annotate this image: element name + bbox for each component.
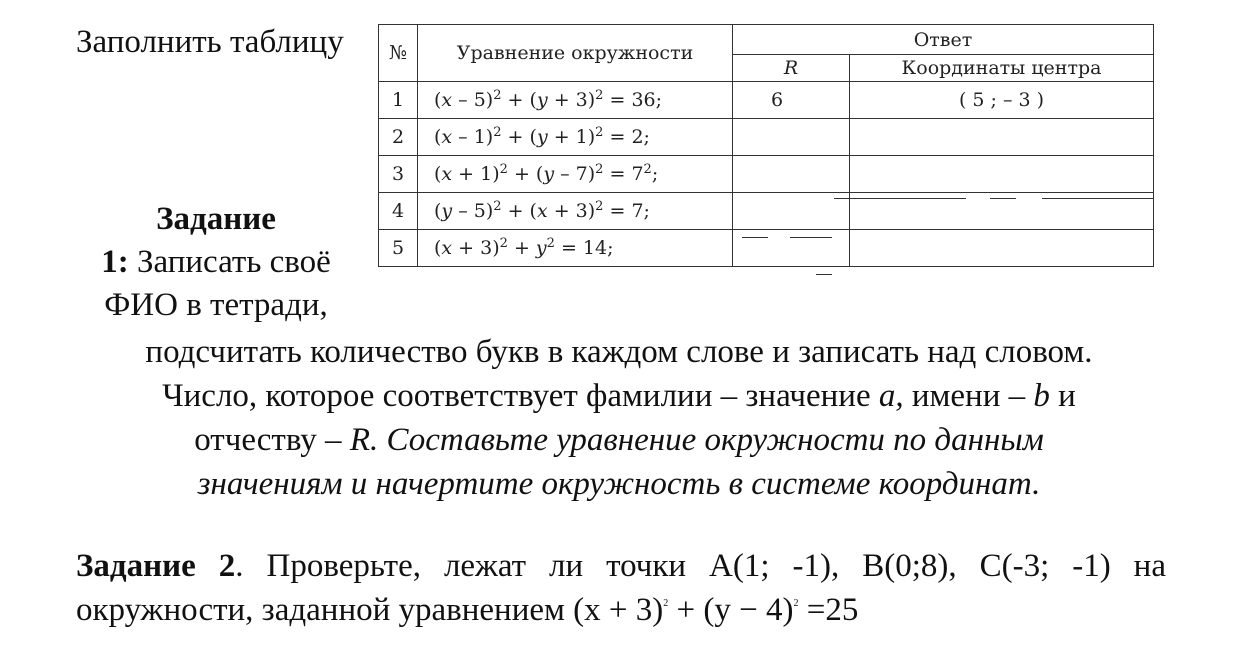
row-num: 5 <box>379 230 418 267</box>
task2-text: =25 <box>798 592 859 628</box>
row-equation: $(y - 5)^2 + (x + 3)^2 = 7$; <box>418 193 733 230</box>
answer-line <box>1042 198 1154 199</box>
row-num: 2 <box>379 119 418 156</box>
row-equation: $(x - 1)^2 + (y + 1)^2 = 2$; <box>418 119 733 156</box>
task2-text: + (у − 4) <box>668 592 794 628</box>
table-row <box>379 82 1154 119</box>
table-row <box>379 230 1154 267</box>
task2-heading: Задание 2 <box>76 548 236 584</box>
row-equation: $(x + 1)^2 + (y - 7)^2 = 7^2$; <box>418 156 733 193</box>
answer-line <box>742 237 768 238</box>
row-equation: $(x - 5)^2 + (y + 3)^2 = 36$; <box>418 82 733 119</box>
task1-continuation <box>40 330 1198 506</box>
row-radius[interactable] <box>733 156 850 193</box>
table-row <box>379 193 1154 230</box>
row-center[interactable] <box>850 156 1154 193</box>
answer-line <box>834 198 966 199</box>
task2-exponent: 2 <box>663 598 669 609</box>
header-r-text: R <box>783 57 799 79</box>
table-row <box>379 156 1154 193</box>
header-center: Координаты центра <box>850 55 1154 82</box>
header-r <box>733 55 850 82</box>
task1-block <box>60 198 372 327</box>
task1-line: подсчитать количество букв в каждом слове и записать над словом. <box>145 334 1093 370</box>
table-row <box>379 119 1154 156</box>
task1-heading: Задание <box>156 201 276 237</box>
task2-block <box>76 544 1166 632</box>
header-num: № <box>379 25 418 82</box>
circle-equations-table <box>378 24 1154 267</box>
answer-line <box>990 198 1016 199</box>
row-center[interactable] <box>850 230 1154 267</box>
task1-line: 1: Записать своё <box>101 244 331 280</box>
answer-line <box>816 274 832 275</box>
row-center[interactable] <box>850 119 1154 156</box>
task1-line: отчеству – R. Составьте уравнение окружности по данным <box>194 422 1044 458</box>
row-num: 3 <box>379 156 418 193</box>
row-radius[interactable] <box>733 119 850 156</box>
answer-line <box>790 237 832 238</box>
header-equation: Уравнение окружности <box>418 25 733 82</box>
row-num: 4 <box>379 193 418 230</box>
row-radius[interactable] <box>733 193 850 230</box>
task2-exponent: 2 <box>793 598 799 609</box>
fill-table-title-text: Заполнить таблицу <box>76 24 344 60</box>
row-radius: 6 <box>733 82 850 119</box>
fill-table-title <box>76 22 344 62</box>
row-center: ( 5 ; – 3 ) <box>850 82 1154 119</box>
task1-line: ФИО в тетради, <box>104 287 328 323</box>
row-num: 1 <box>379 82 418 119</box>
row-radius[interactable] <box>733 230 850 267</box>
task1-line: значениям и начертите окружность в системе координат. <box>197 466 1041 502</box>
header-answer: Ответ <box>733 25 1154 55</box>
row-equation: $(x + 3)^2 + y^2 = 14$; <box>418 230 733 267</box>
task2-text: . Проверьте, лежат ли точки А(1; -1), В(0;8), С(-3; -1) на окружности, заданной уравнением (х + 3) <box>76 548 1166 628</box>
task1-line: Число, которое соответствует фамилии – значение a, имени – b и <box>162 378 1076 414</box>
